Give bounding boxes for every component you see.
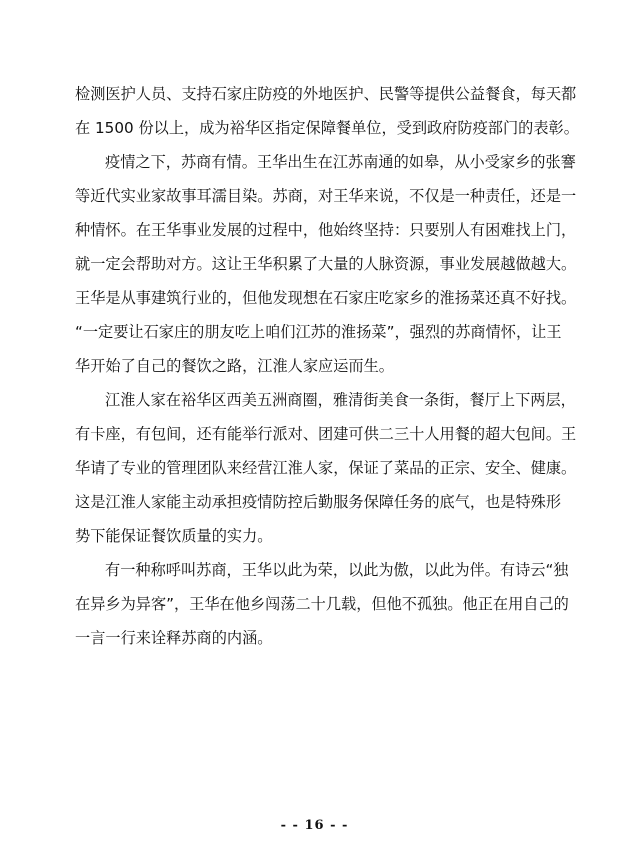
paragraph-line: 在 1500 份以上，成为裕华区指定保障餐单位，受到政府防疫部门的表彰。: [75, 119, 579, 137]
paragraph-line: 在异乡为异客”，王华在他乡闯荡二十几载，但他不孤独。他正在用自己的: [75, 595, 569, 613]
paragraph-line: 华请了专业的管理团队来经营江淮人家，保证了菜品的正宗、安全、健康。: [75, 459, 577, 477]
paragraph-line: 华开始了自己的餐饮之路，江淮人家应运而生。: [75, 357, 394, 375]
paragraph-line: 这是江淮人家能主动承担疫情防控后勤服务保障任务的底气，也是特殊形: [75, 493, 561, 511]
paragraph-line: 疫情之下，苏商有情。王华出生在江苏南通的如皋，从小受家乡的张謇: [105, 153, 576, 171]
paragraph-line: “一定要让石家庄的朋友吃上咱们江苏的淮扬菜”，强烈的苏商情怀，让王: [75, 323, 562, 341]
page-number: - - 16 - -: [280, 818, 349, 833]
paragraph-line: 种情怀。在王华事业发展的过程中，他始终坚持：只要别人有困难找上门，: [75, 221, 577, 239]
paragraph-line: 一言一行来诠释苏商的内涵。: [75, 629, 273, 647]
paragraph-line: 江淮人家在裕华区西美五洲商圈，雅清街美食一条街，餐厅上下两层，: [105, 391, 576, 409]
paragraph-line: 势下能保证餐饮质量的实力。: [75, 527, 273, 545]
paragraph-line: 就一定会帮助对方。这让王华积累了大量的人脉资源，事业发展越做越大。: [75, 255, 577, 273]
paragraph-line: 王华是从事建筑行业的，但他发现想在石家庄吃家乡的淮扬菜还真不好找。: [75, 289, 577, 307]
paragraph-line: 有卡座，有包间，还有能举行派对、团建可供二三十人用餐的超大包间。王: [75, 425, 577, 443]
paragraph-line: 有一种称呼叫苏商，王华以此为荣，以此为傲，以此为伴。有诗云“独: [105, 561, 569, 579]
paragraph-line: 检测医护人员、支持石家庄防疫的外地医护、民警等提供公益餐食，每天都: [75, 85, 577, 103]
paragraph-line: 等近代实业家故事耳濡目染。苏商，对王华来说，不仅是一种责任，还是一: [75, 187, 577, 205]
